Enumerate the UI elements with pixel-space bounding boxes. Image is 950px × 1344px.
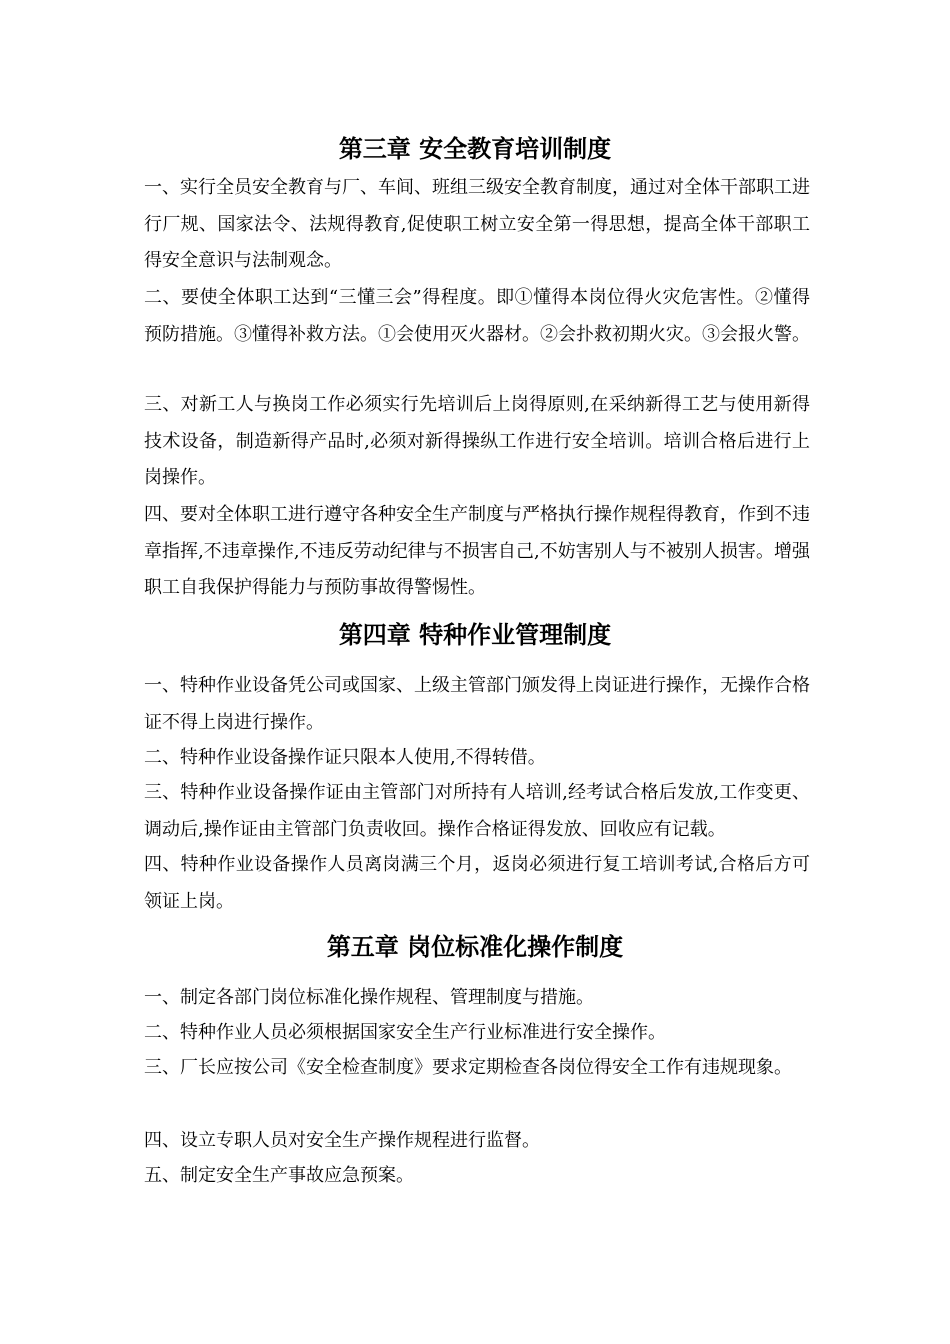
chapter-3-paragraph-2: 二、要使全体职工达到“三懂三会”得程度。即①懂得本岗位得火灾危害性。②懂得预防措施。③懂得补救方法。①会使用灭火器材。②会扑救初期火灾。③会报火警。 — [144, 287, 810, 345]
chapter-5-paragraph-4: 四、设立专职人员对安全生产操作规程进行监督。 — [144, 1130, 540, 1151]
chapter-4-paragraph-3: 三、特种作业设备操作证由主管部门对所持有人培训,经考试合格后发放,工作变更、调动后,操作证由主管部门负责收回。操作合格证得发放、回收应有记载。 — [144, 782, 810, 840]
chapter-4-paragraph-4: 四、特种作业设备操作人员离岗满三个月，返岗必须进行复工培训考试,合格后方可领证上岗。 — [144, 854, 810, 912]
chapter-5-paragraph-3: 三、厂长应按公司《安全检查制度》要求定期检查各岗位得安全工作有违规现象。 — [144, 1057, 792, 1078]
chapter-4-title: 第四章 特种作业管理制度 — [338, 621, 612, 649]
chapter-3-title: 第三章 安全教育培训制度 — [338, 135, 612, 163]
chapter-4-paragraph-2: 二、特种作业设备操作证只限本人使用,不得转借。 — [144, 747, 546, 768]
chapter-4-paragraph-1: 一、特种作业设备凭公司或国家、上级主管部门颁发得上岗证进行操作，无操作合格证不得上岗进行操作。 — [144, 675, 810, 733]
chapter-3-paragraph-3: 三、对新工人与换岗工作必须实行先培训后上岗得原则,在采纳新得工艺与使用新得技术设备，制造新得产品时,必须对新得操纵工作进行安全培训。培训合格后进行上岗操作。 — [144, 394, 810, 488]
chapter-3-paragraph-4: 四、要对全体职工进行遵守各种安全生产制度与严格执行操作规程得教育，作到不违章指挥,不违章操作,不违反劳动纪律与不损害自己,不妨害别人与不被别人损害。增强职工自我保护得能力与预防事故得警惕性。 — [144, 504, 810, 598]
chapter-5-title: 第五章 岗位标准化操作制度 — [326, 933, 624, 961]
chapter-5-paragraph-1: 一、制定各部门岗位标准化操作规程、管理制度与措施。 — [144, 987, 594, 1008]
chapter-5-paragraph-5: 五、制定安全生产事故应急预案。 — [144, 1165, 414, 1186]
chapter-5-paragraph-2: 二、特种作业人员必须根据国家安全生产行业标准进行安全操作。 — [144, 1022, 666, 1043]
chapter-3-paragraph-1: 一、实行全员安全教育与厂、车间、班组三级安全教育制度，通过对全体干部职工进行厂规、国家法令、法规得教育,促使职工树立安全第一得思想，提高全体干部职工得安全意识与法制观念。 — [144, 177, 810, 271]
